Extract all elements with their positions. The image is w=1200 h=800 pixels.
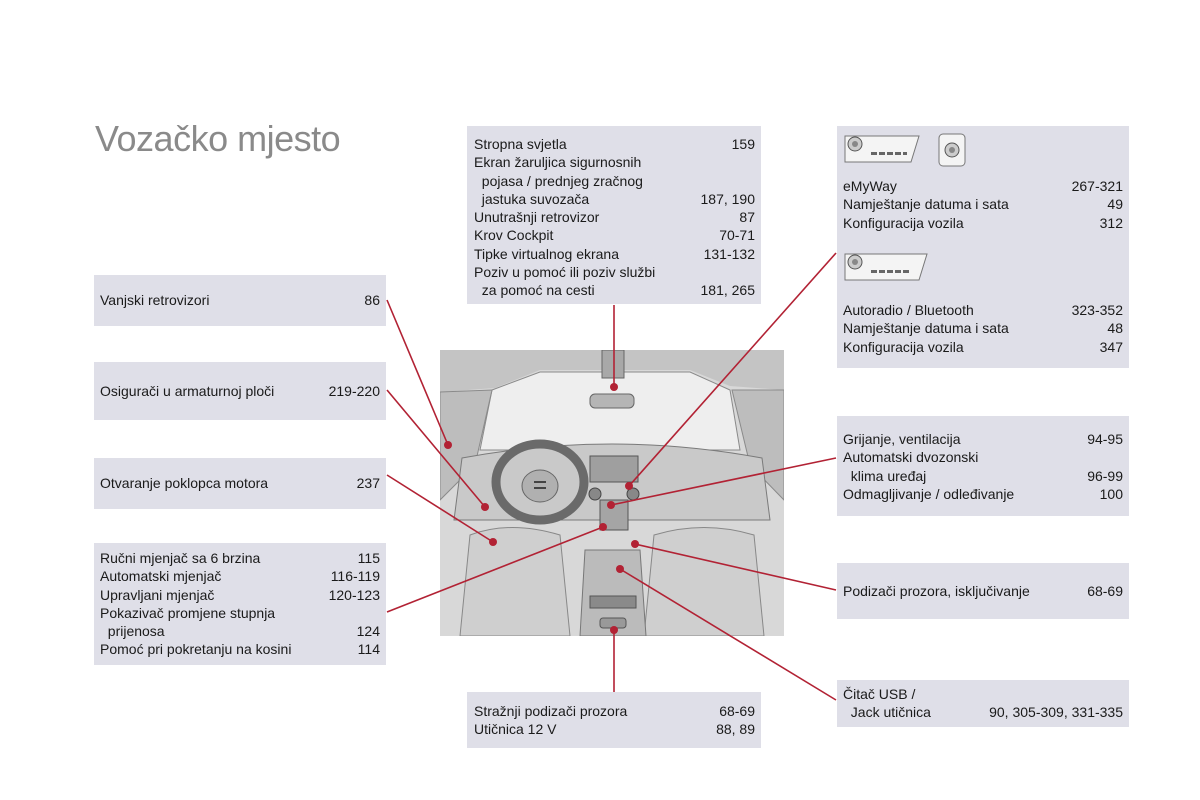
entry-label: Automatski mjenjač <box>100 568 222 585</box>
callout-dot <box>489 538 497 546</box>
entry-page: 347 <box>1099 338 1123 355</box>
entry-label: eMyWay <box>843 178 897 194</box>
entry-page: 100 <box>1099 485 1123 502</box>
entry-page: 131-132 <box>703 245 755 262</box>
window-lock-page: 68-69 <box>1087 582 1123 599</box>
entry-label: Pokazivač promjene stupnja <box>100 604 276 621</box>
entry-label: Pomoć pri pokretanju na kosini <box>100 641 292 658</box>
entry-label: Jack utičnica <box>843 704 931 721</box>
entry-label: Odmagljivanje / odleđivanje <box>843 485 1015 502</box>
entry-page: 70-71 <box>719 227 755 244</box>
entry-label: Konfiguracija vozila <box>843 214 964 231</box>
entry-page: 187, 190 <box>700 190 755 207</box>
entry-page: 267-321 <box>1071 178 1123 194</box>
window-lock-label: Podizači prozora, isključivanje <box>843 582 1030 599</box>
entry-label: Stražnji podizači prozora <box>474 703 628 719</box>
entry-label: Automatski dvozonski <box>843 449 979 466</box>
entry-page: 68-69 <box>719 703 755 719</box>
entry-page: 87 <box>739 209 755 226</box>
entry-label: prijenosa <box>100 623 165 640</box>
entry-page: 116-119 <box>330 568 380 585</box>
page-title: Vozačko mjesto <box>95 118 341 159</box>
callout-dot <box>610 383 618 391</box>
entry-label: pojasa / prednjeg zračnog <box>474 172 643 189</box>
fuses-page: 219-220 <box>328 382 380 399</box>
fuses-label: Osigurači u armaturnoj ploči <box>100 382 275 399</box>
callout-dot <box>610 626 618 634</box>
callout-dot <box>625 482 633 490</box>
bonnet-page: 237 <box>356 475 380 492</box>
entry-label: Unutrašnji retrovizor <box>474 209 600 226</box>
entry-label: Autoradio / Bluetooth <box>843 302 974 318</box>
entry-page: 96-99 <box>1087 467 1123 484</box>
entry-label: za pomoć na cesti <box>474 282 595 299</box>
callout-dot <box>444 441 452 449</box>
entry-label: Čitač USB / <box>843 686 916 702</box>
entry-page: 120-123 <box>328 586 380 603</box>
entry-label: Tipke virtualnog ekrana <box>474 245 620 262</box>
entry-label: Poziv u pomoć ili poziv službi <box>474 264 656 281</box>
entry-label: Namještanje datuma i sata <box>843 320 1009 337</box>
entry-label: Ekran žaruljica sigurnosnih <box>474 154 642 171</box>
entry-page: 312 <box>1099 214 1123 231</box>
entry-page: 181, 265 <box>700 282 755 299</box>
callout-dot <box>616 565 624 573</box>
entry-label: Krov Cockpit <box>474 227 554 244</box>
entry-label: Konfiguracija vozila <box>843 338 964 355</box>
entry-page: 90, 305-309, 331-335 <box>989 704 1123 721</box>
exterior-mirrors-label: Vanjski retrovizori <box>100 292 210 309</box>
entry-label: Upravljani mjenjač <box>100 586 215 603</box>
callout-dot <box>631 540 639 548</box>
entry-label: Stropna svjetla <box>474 136 567 152</box>
entry-page: 323-352 <box>1071 302 1123 318</box>
callout-dot <box>481 503 489 511</box>
entry-page: 88, 89 <box>716 721 755 738</box>
entry-label: Utičnica 12 V <box>474 721 557 738</box>
entry-label: jastuka suvozača <box>474 190 590 207</box>
entry-label: klima uređaj <box>843 467 927 484</box>
entry-page: 48 <box>1107 320 1123 337</box>
entry-label: Ručni mjenjač sa 6 brzina <box>100 550 261 566</box>
entry-page: 124 <box>356 623 380 640</box>
exterior-mirrors-page: 86 <box>364 292 380 309</box>
bonnet-label: Otvaranje poklopca motora <box>100 475 269 492</box>
entry-page: 159 <box>731 136 755 152</box>
entry-page: 94-95 <box>1087 431 1123 447</box>
entry-page: 49 <box>1107 196 1123 213</box>
entry-label: Grijanje, ventilacija <box>843 431 961 447</box>
entry-label: Namještanje datuma i sata <box>843 196 1009 213</box>
entry-page: 114 <box>357 641 380 658</box>
callout-dot <box>607 501 615 509</box>
entry-page: 115 <box>357 550 380 566</box>
callout-dot <box>599 523 607 531</box>
